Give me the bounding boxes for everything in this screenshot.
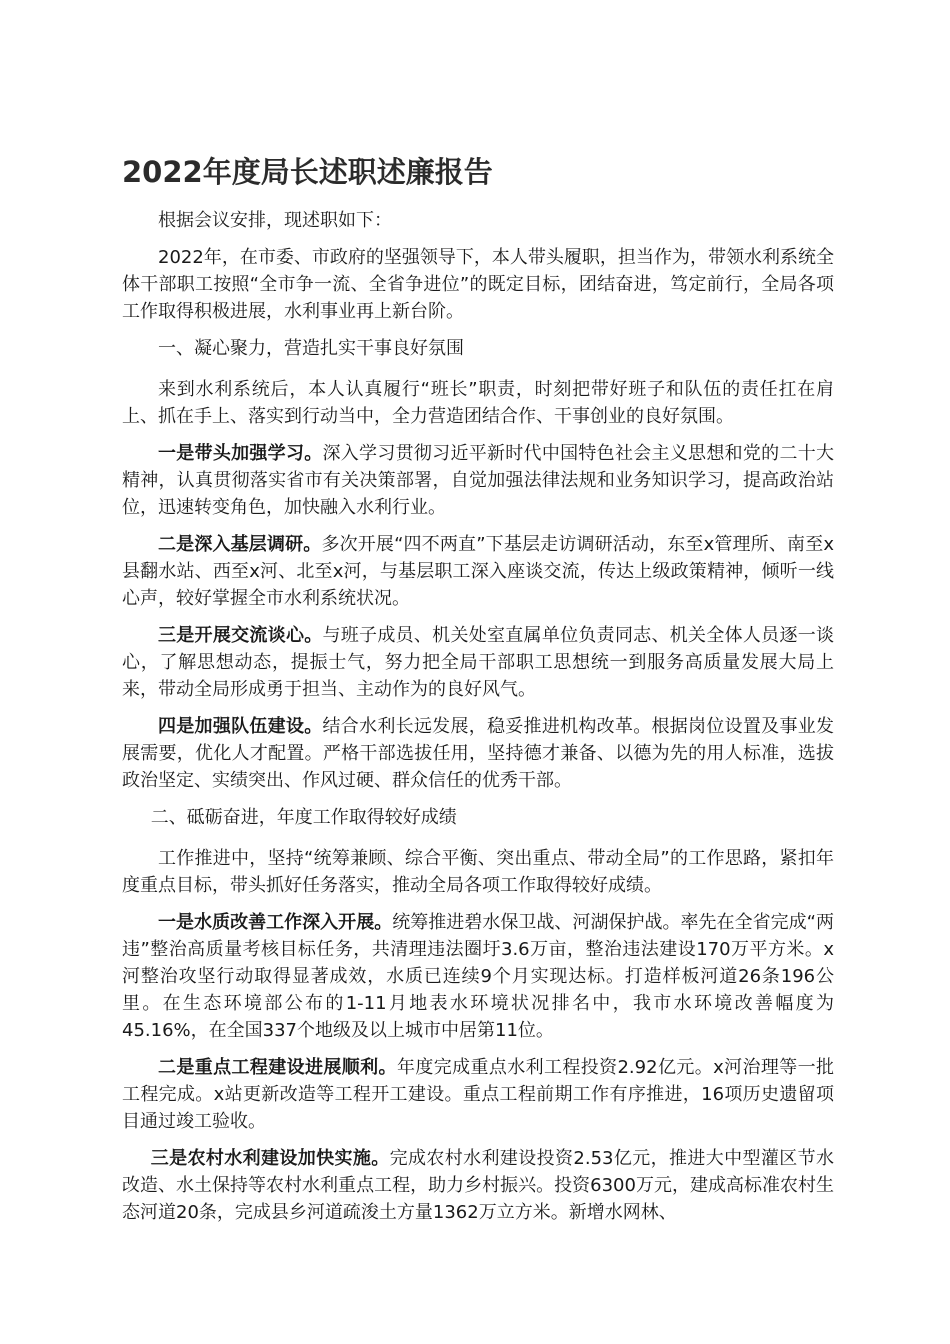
paragraph	[122, 207, 834, 234]
paragraph-lead: 二是重点工程建设进展顺利。	[158, 1057, 397, 1078]
paragraph-lead: 四是加强队伍建设。	[158, 716, 323, 737]
paragraph-text: 完成农村水利建设投资2.53亿元，推进大中型灌区节水改造、水土保持等农村水利重点工程，助力乡村振兴。投资6300万元，建成高标准农村生态河道20条，完成县乡河道疏浚土方量1362万立方米。新增水网林、	[122, 1148, 834, 1223]
paragraph-text: 结合水利长远发展，稳妥推进机构改革。根据岗位设置及事业发展需要，优化人才配置。严格干部选拔任用，坚持德才兼备、以德为先的用人标准，选拔政治坚定、实绩突出、作风过硬、群众信任的优秀干部。	[122, 716, 834, 791]
paragraph-text: 根据会议安排，现述职如下：	[158, 210, 392, 231]
paragraph-text: 统筹推进碧水保卫战、河湖保护战。率先在全省完成“两违”整治高质量考核目标任务，共清理违法圈圩3.6万亩，整治违法建设170万平方米。x河整治攻坚行动取得显著成效，水质已连续9个月实现达标。打造样板河道26条196公里。在生态环境部公布的1-11月地表水环境状况排名中，我市水环境改善幅度为45.16%，在全国337个地级及以上城市中居第11位。	[122, 912, 835, 1041]
paragraph-lead: 三是开展交流谈心。	[158, 625, 323, 646]
paragraph-text: 工作推进中，坚持“统筹兼顾、综合平衡、突出重点、带动全局”的工作思路，紧扣年度重点目标，带头抓好任务落实，推动全局各项工作取得较好成绩。	[122, 848, 834, 896]
paragraph-lead: 三是农村水利建设加快实施。	[150, 1148, 390, 1169]
paragraph	[122, 713, 834, 794]
document-title: 2022年度局长述职述廉报告	[122, 155, 493, 189]
paragraph-text: 来到水利系统后，本人认真履行“班长”职责，时刻把带好班子和队伍的责任扛在肩上、抓在手上、落实到行动当中，全力营造团结合作、干事创业的良好氛围。	[122, 379, 834, 427]
paragraph	[122, 1145, 834, 1226]
paragraph-text: 2022年，在市委、市政府的坚强领导下，本人带头履职，担当作为，带领水利系统全体干部职工按照“全市争一流、全省争进位”的既定目标，团结奋进，笃定前行，全局各项工作取得积极进展，水利事业再上新台阶。	[122, 247, 834, 322]
paragraph-lead: 二是深入基层调研。	[158, 534, 322, 555]
paragraph-lead: 一是水质改善工作深入开展。	[158, 912, 393, 933]
document-body	[122, 207, 834, 1236]
section-heading	[122, 804, 834, 831]
paragraph	[122, 244, 834, 325]
paragraph	[122, 845, 834, 899]
paragraph	[122, 376, 834, 430]
section-heading	[122, 335, 834, 362]
paragraph-text: 与班子成员、机关处室直属单位负责同志、机关全体人员逐一谈心，了解思想动态，提振士气，努力把全局干部职工思想统一到服务高质量发展大局上来，带动全局形成勇于担当、主动作为的良好风气。	[122, 625, 834, 700]
paragraph	[122, 440, 834, 521]
paragraph-text: 多次开展“四不两直”下基层走访调研活动，东至x管理所、南至x县翻水站、西至x河、北至x河，与基层职工深入座谈交流，传达上级政策精神，倾听一线心声，较好掌握全市水利系统状况。	[122, 534, 835, 609]
paragraph	[122, 1054, 834, 1135]
section-heading-text: 一、凝心聚力，营造扎实干事良好氛围	[158, 338, 464, 359]
paragraph	[122, 531, 834, 612]
paragraph	[122, 909, 834, 1044]
paragraph-text: 深入学习贯彻习近平新时代中国特色社会主义思想和党的二十大精神，认真贯彻落实省市有关决策部署，自觉加强法律法规和业务知识学习，提高政治站位，迅速转变角色，加快融入水利行业。	[122, 443, 834, 518]
paragraph	[122, 622, 834, 703]
paragraph-text: 年度完成重点水利工程投资2.92亿元。x河治理等一批工程完成。x站更新改造等工程开工建设。重点工程前期工作有序推进，16项历史遗留项目通过竣工验收。	[122, 1057, 835, 1132]
section-heading-text: 二、砥砺奋进，年度工作取得较好成绩	[150, 807, 457, 828]
paragraph-lead: 一是带头加强学习。	[158, 443, 323, 464]
